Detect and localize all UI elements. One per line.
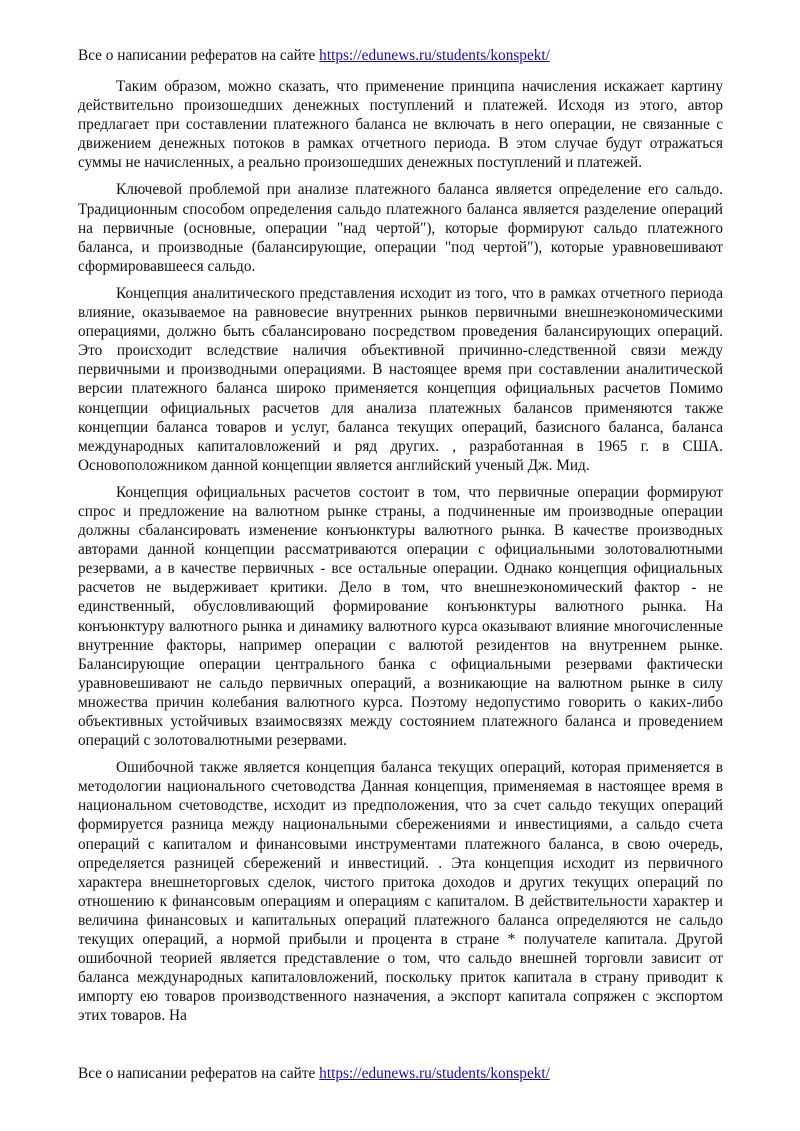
footer-link[interactable]: https://edunews.ru/students/konspekt/	[319, 1065, 550, 1082]
paragraph: Концепция аналитического представления исходит из того, что в рамках отчетного периода влияние, оказываемое на равновесие внутренних рынков первичными внешнеэкономическими операциями, должно быть сбалансировано посредством проведения балансирующих операций. Это происходит вследствие наличия объективной причинно-следственной связи между первичными и производными операциями. В настоящее время при составлении аналитической версии платежного баланса широко применяется концепция официальных расчетов Помимо концепции официальных расчетов для анализа платежных балансов применяются также концепции баланса товаров и услуг, баланса текущих операций, базисного баланса, баланса международных капиталовложений и ряд других. , разработанная в 1965 г. в США. Основоположником данной концепции является английский ученый Дж. Мид.	[78, 284, 723, 474]
paragraph: Ключевой проблемой при анализе платежного баланса является определение его сальдо. Традиционным способом определения сальдо платежного баланса является разделение операций на первичные (основные, операции "над чертой"), которые формируют сальдо платежного баланса, и производные (балансирующие, операции "под чертой"), которые уравновешивают сформировавшееся сальдо.	[78, 181, 723, 275]
paragraph: Ошибочной также является концепция баланса текущих операций, которая применяется в методологии национального счетоводства Данная концепция, применяемая в настоящее время в национальном счетоводстве, исходит из предположения, что за счет сальдо текущих операций формируется разница между национальными сбережениями и инвестициями, а сальдо счета операций с капиталом и финансовыми инструментами платежного баланса, в свою очередь, определяется разницей сбережений и инвестиций. . Эта концепция исходит из первичного характера внешнеторговых сделок, чистого притока доходов и других текущих операций по отношению к финансовым операциям и операциям с капиталом. В действительности характер и величина финансовых и капитальных операций платежного баланса определяются не сальдо текущих операций, а нормой прибыли и процента в стране * получателе капитала. Другой ошибочной теорией является представление о том, что сальдо внешней торговли зависит от баланса международных капиталовложений, поскольку приток капитала в страну приводит к импорту ею товаров производственного назначения, а экспорт капитала сопряжен с экспортом этих товаров. На	[78, 759, 723, 1025]
page-footer	[78, 1064, 550, 1084]
document-page	[78, 46, 723, 1034]
header-text: Все о написании рефератов на сайте	[78, 47, 320, 64]
page-header	[78, 46, 723, 66]
header-link[interactable]: https://edunews.ru/students/konspekt/	[319, 47, 550, 64]
paragraph: Концепция официальных расчетов состоит в том, что первичные операции формируют спрос и предложение на валютном рынке страны, а подчиненные им производные операции должны сбалансировать изменение конъюнктуры валютного рынка. В качестве производных авторами данной концепции рассматриваются операции с официальными золотовалютными резервами, а в качестве первичных - все остальные операции. Однако концепция официальных расчетов не выдерживает критики. Дело в том, что внешнеэкономический фактор - не единственный, обусловливающий формирование конъюнктуры валютного рынка. На конъюнктуру валютного рынка и динамику валютного курса оказывают влияние многочисленные внутренние факторы, например операции с валютой резидентов на внутреннем рынке. Балансирующие операции центрального банка с официальными резервами фактически уравновешивают не сальдо первичных операций, а возникающие на валютном рынке в силу множества причин колебания валютного курса. Поэтому недопустимо говорить о каких-либо объективных устойчивых взаимосвязях между состоянием платежного баланса и проведением операций с золотовалютными резервами.	[78, 483, 723, 750]
document-body	[78, 77, 723, 1026]
footer-text: Все о написании рефератов на сайте	[78, 1065, 320, 1082]
paragraph: Таким образом, можно сказать, что применение принципа начисления искажает картину действительно произошедших денежных поступлений и платежей. Исходя из этого, автор предлагает при составлении платежного баланса не включать в него операции, не связанные с движением денежных потоков в рамках отчетного периода. В этом случае будут отражаться суммы не начисленных, а реально произошедших денежных поступлений и платежей.	[78, 78, 723, 172]
